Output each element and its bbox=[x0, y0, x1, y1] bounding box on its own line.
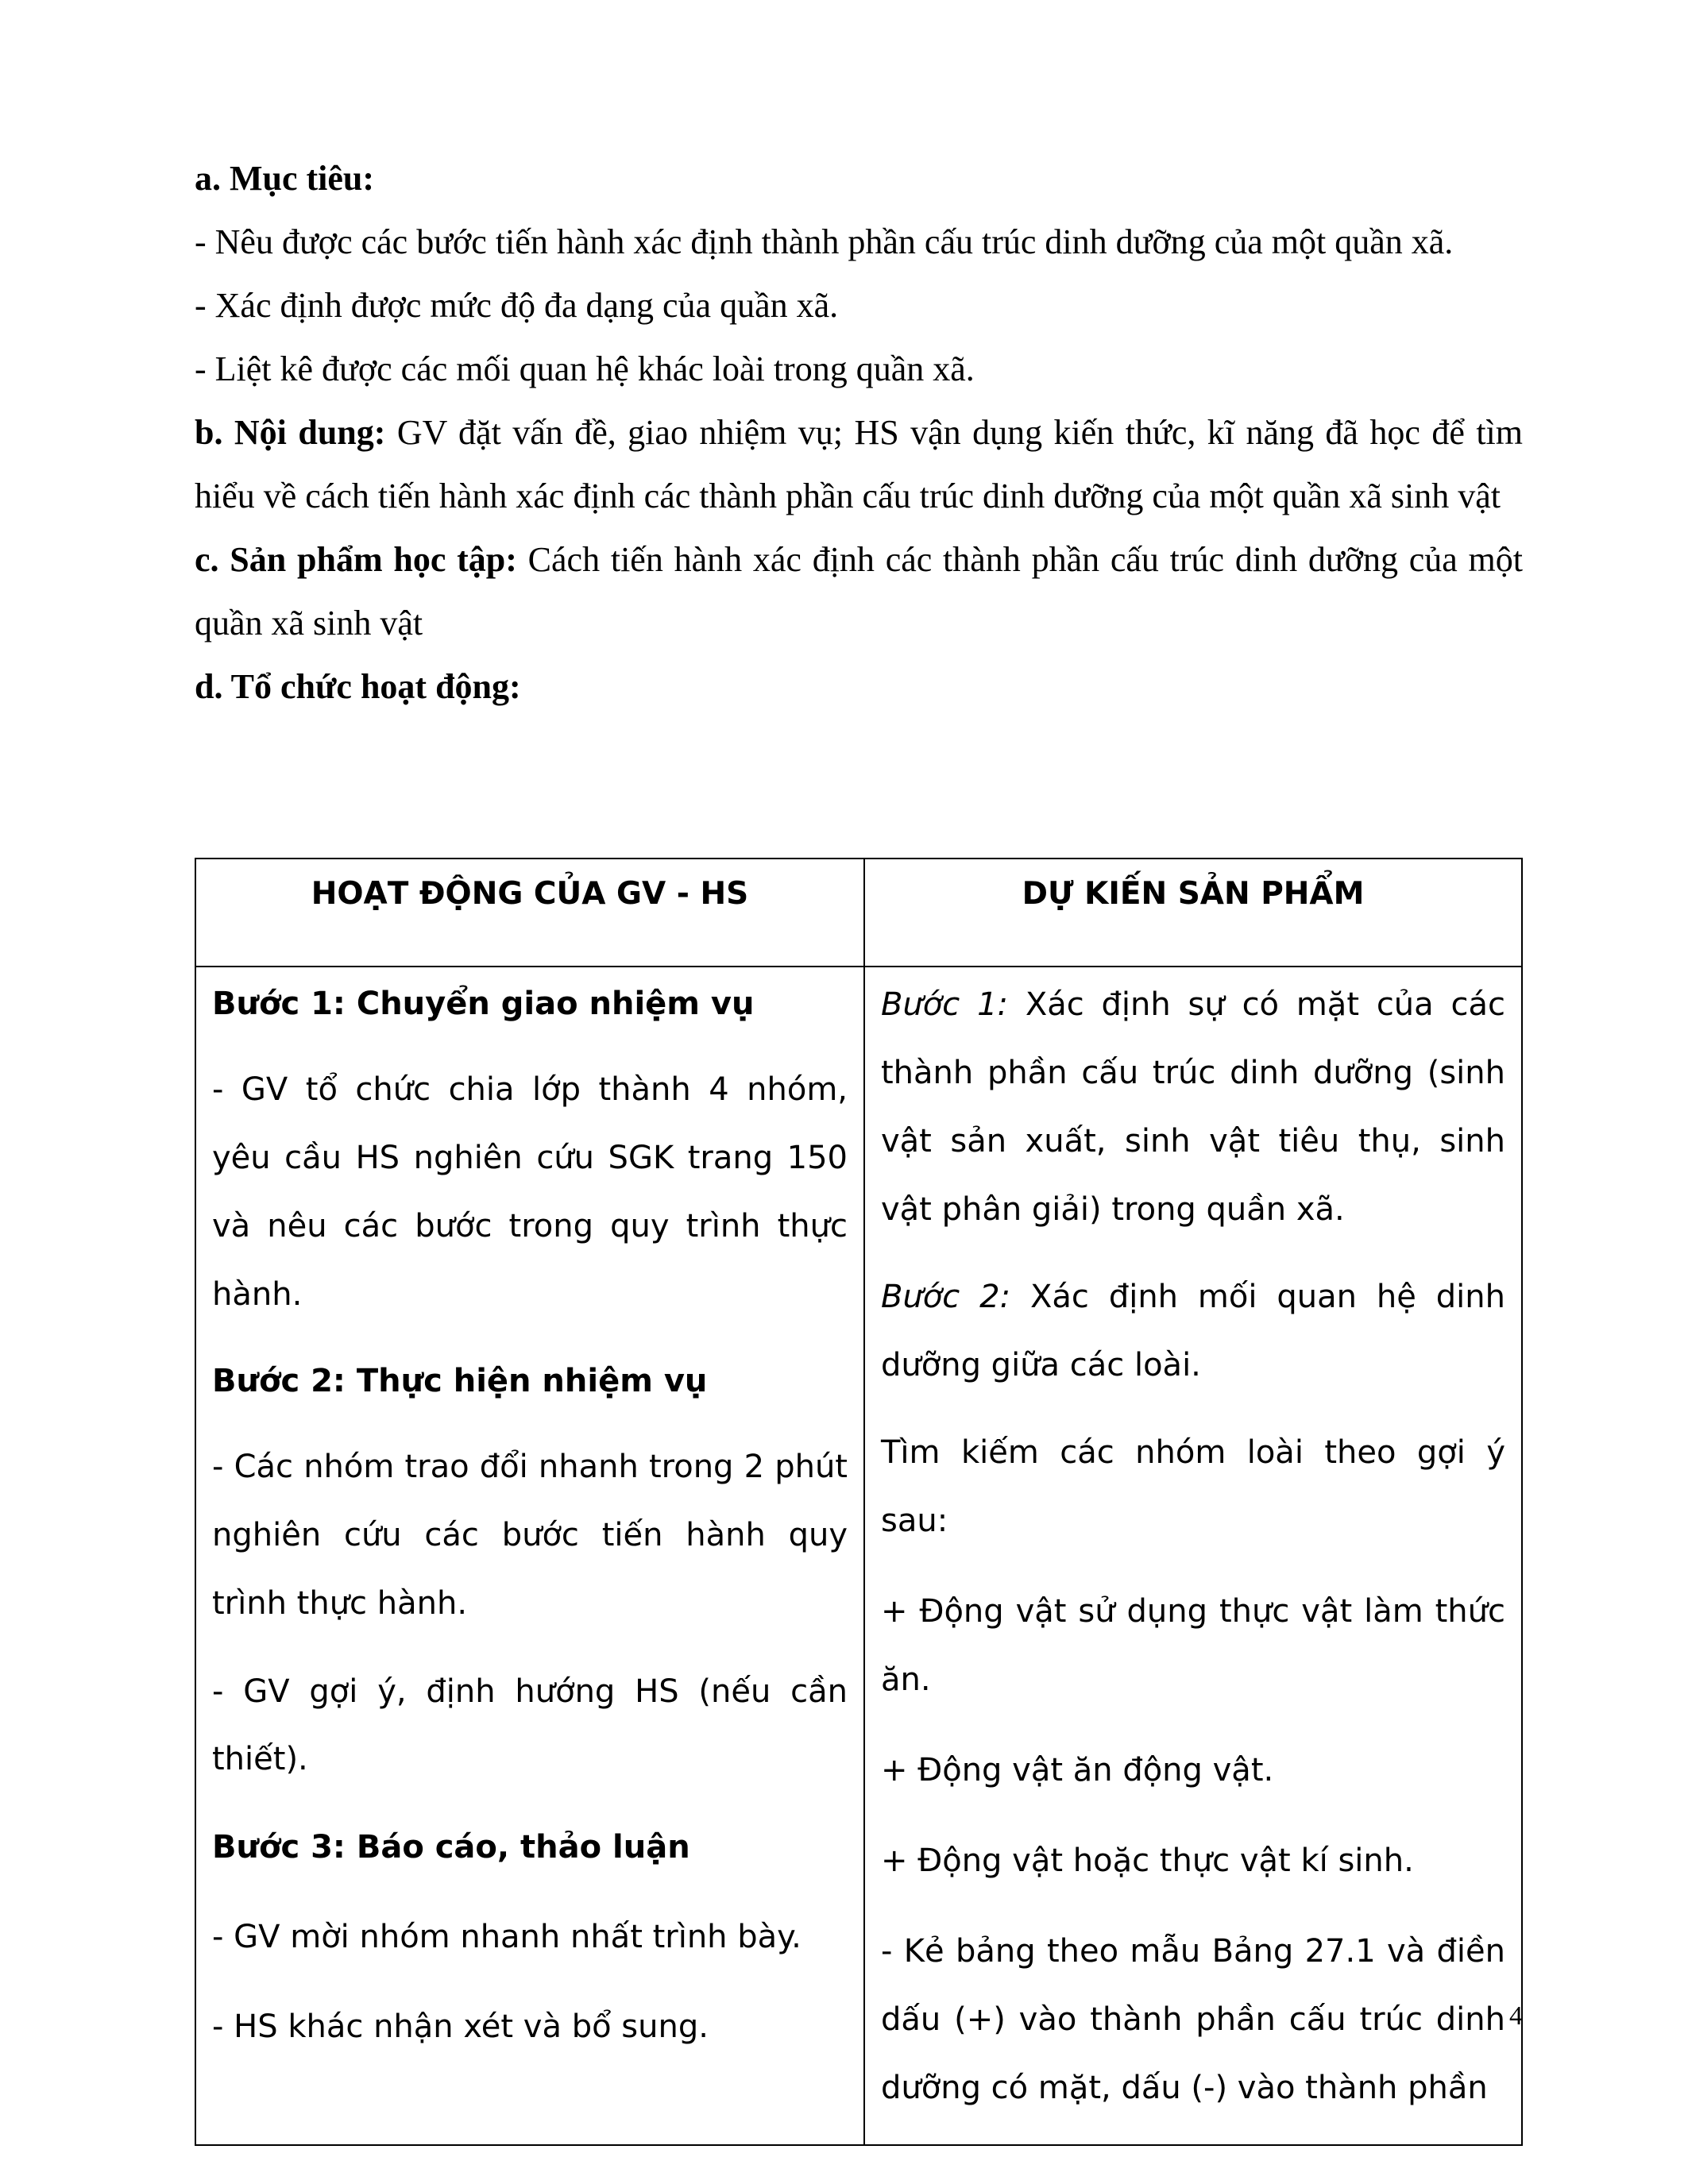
table-row bbox=[195, 967, 1522, 2145]
objective-item: - Liệt kê được các mối quan hệ khác loài trong quần xã. bbox=[195, 349, 975, 388]
activities-cell bbox=[195, 967, 864, 2145]
right-step1-text: Xác định sự có mặt của các thành phần cấu trúc dinh dưỡng (sinh vật sản xuất, sinh vật tiêu thụ, sinh vật phân giải) trong quần xã. bbox=[881, 986, 1505, 1228]
step1-text: - GV tổ chức chia lớp thành 4 nhóm, yêu cầu HS nghiên cứu SGK trang 150 và nêu các bước trong quy trình thực hành. bbox=[212, 1071, 848, 1313]
right-step1 bbox=[881, 970, 1505, 1244]
step2-heading: Bước 2: Thực hiện nhiệm vụ bbox=[212, 1363, 708, 1399]
header-activities: HOẠT ĐỘNG CỦA GV - HS bbox=[195, 859, 864, 967]
page-number: 4 bbox=[1509, 2001, 1523, 2031]
header-expected-product: DỰ KIẾN SẢN PHẨM bbox=[864, 859, 1522, 967]
product-text: Cách tiến hành xác định các thành phần cấu trúc dinh dưỡng của một quần xã sinh vật bbox=[195, 540, 1523, 642]
right-step1-label: Bước 1: bbox=[881, 986, 1008, 1023]
step2-text: - Các nhóm trao đổi nhanh trong 2 phút nghiên cứu các bước tiến hành quy trình thực hành. bbox=[212, 1449, 848, 1622]
step1-heading: Bước 1: Chuyển giao nhiệm vụ bbox=[212, 986, 755, 1022]
objective-item: - Xác định được mức độ đa dạng của quần xã. bbox=[195, 286, 839, 325]
step2-text: - GV gợi ý, định hướng HS (nếu cần thiết). bbox=[212, 1673, 848, 1777]
expected-product-cell bbox=[864, 967, 1522, 2145]
hint-text: Tìm kiếm các nhóm loài theo gợi ý sau: bbox=[881, 1434, 1505, 1539]
product-paragraph bbox=[195, 528, 1523, 655]
objective-item: - Nêu được các bước tiến hành xác định thành phần cấu trúc dinh dưỡng của một quần xã. bbox=[195, 222, 1454, 261]
product-label: c. Sản phẩm học tập: bbox=[195, 540, 517, 579]
activity-table bbox=[195, 858, 1523, 2146]
content-paragraph bbox=[195, 401, 1523, 528]
table-header-row bbox=[195, 859, 1522, 967]
right-step2-text: Xác định mối quan hệ dinh dưỡng giữa các loài. bbox=[881, 1279, 1505, 1383]
organization-heading: d. Tổ chức hoạt động: bbox=[195, 667, 521, 706]
hint-item: + Động vật ăn động vật. bbox=[881, 1752, 1274, 1788]
step3-heading: Bước 3: Báo cáo, thảo luận bbox=[212, 1829, 690, 1866]
hint-item: + Động vật sử dụng thực vật làm thức ăn. bbox=[881, 1593, 1505, 1698]
right-step2-label: Bước 2: bbox=[881, 1279, 1011, 1315]
content-text: GV đặt vấn đề, giao nhiệm vụ; HS vận dụng kiến thức, kĩ năng đã học để tìm hiểu về cách tiến hành xác định các thành phần cấu trúc dinh dưỡng của một quần xã sinh vật bbox=[195, 413, 1523, 515]
table-note: - Kẻ bảng theo mẫu Bảng 27.1 và điền dấu (+) vào thành phần cấu trúc dinh dưỡng có mặt, dấu (-) vào thành phần bbox=[881, 1933, 1505, 2106]
right-step2 bbox=[881, 1263, 1505, 1399]
objective-heading: a. Mục tiêu: bbox=[195, 159, 375, 198]
step3-text: - GV mời nhóm nhanh nhất trình bày. bbox=[212, 1919, 802, 1955]
hint-item: + Động vật hoặc thực vật kí sinh. bbox=[881, 1843, 1414, 1879]
lesson-prose bbox=[195, 147, 1523, 719]
content-label: b. Nội dung: bbox=[195, 413, 386, 452]
step3-text: - HS khác nhận xét và bổ sung. bbox=[212, 2008, 709, 2045]
